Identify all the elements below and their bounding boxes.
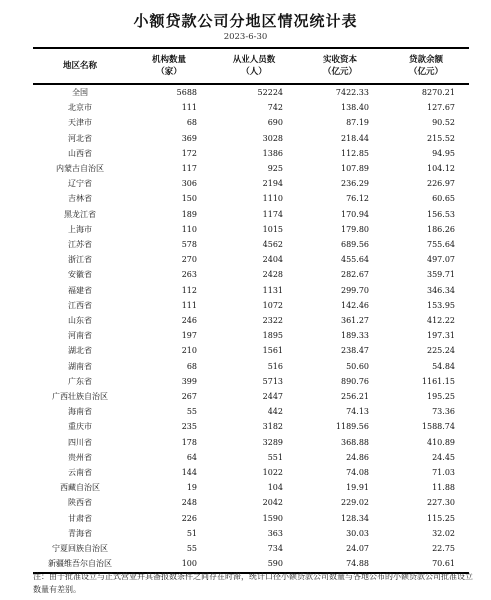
table-row (33, 526, 469, 541)
employees-cell: 590 (211, 556, 297, 572)
header-employees-label: 从业人员数 (232, 55, 276, 65)
table-row (33, 252, 469, 267)
region-cell: 福建省 (68, 285, 92, 295)
capital-cell: 282.67 (341, 270, 369, 280)
table-row (33, 161, 469, 176)
employees-cell: 690 (267, 118, 283, 128)
region-cell: 北京市 (68, 103, 92, 113)
balance-cell: 54.84 (432, 361, 455, 371)
capital-cell: 361.27 (341, 316, 369, 326)
table-row (33, 465, 469, 480)
capital-cell: 19.91 (346, 483, 369, 493)
header-capital-unit: （亿元） (322, 67, 357, 77)
balance-cell: 197.31 (427, 331, 455, 341)
institutions-cell: 246 (181, 316, 197, 326)
table-row (33, 435, 469, 450)
institutions-cell: 100 (127, 556, 211, 572)
header-paid-in-capital (297, 48, 383, 84)
capital-cell: 238.47 (341, 346, 369, 356)
employees-cell: 442 (267, 407, 283, 417)
capital-cell: 218.44 (341, 133, 369, 143)
capital-cell: 107.89 (341, 164, 369, 174)
table-body (33, 84, 469, 573)
table-row (33, 131, 469, 146)
capital-cell: 30.03 (346, 528, 369, 538)
balance-cell: 215.52 (427, 133, 455, 143)
table-row (33, 267, 469, 282)
institutions-cell: 369 (181, 133, 197, 143)
capital-cell: 87.19 (346, 118, 369, 128)
region-cell: 海南省 (68, 407, 92, 417)
institutions-cell: 51 (186, 528, 197, 538)
table-row (33, 237, 469, 252)
employees-cell: 734 (267, 544, 283, 554)
capital-cell: 142.46 (341, 300, 369, 310)
table-row (33, 222, 469, 237)
table-row (33, 419, 469, 434)
employees-cell: 2042 (262, 498, 283, 508)
institutions-cell: 150 (181, 194, 197, 204)
employees-cell: 1072 (262, 300, 283, 310)
region-cell: 河南省 (68, 331, 92, 341)
table-row (33, 84, 469, 100)
balance-cell: 186.26 (427, 224, 455, 234)
institutions-cell: 263 (181, 270, 197, 280)
institutions-cell: 111 (181, 300, 197, 310)
header-region (33, 48, 127, 84)
employees-cell: 5713 (262, 376, 283, 386)
capital-cell: 74.88 (297, 556, 383, 572)
institutions-cell: 578 (181, 240, 197, 250)
capital-cell: 256.21 (341, 392, 369, 402)
employees-cell: 2194 (262, 179, 283, 189)
institutions-cell: 144 (181, 468, 197, 478)
capital-cell: 229.02 (341, 498, 369, 508)
region-cell: 陕西省 (68, 498, 92, 508)
balance-cell: 1588.74 (421, 422, 455, 432)
capital-cell: 50.60 (346, 361, 369, 371)
balance-cell: 226.97 (427, 179, 455, 189)
table-row (33, 191, 469, 206)
region-cell: 山西省 (68, 148, 92, 158)
capital-cell: 112.85 (341, 148, 369, 158)
institutions-cell: 19 (186, 483, 197, 493)
region-cell: 宁夏回族自治区 (52, 544, 108, 554)
balance-cell: 195.25 (427, 392, 455, 402)
capital-cell: 189.33 (341, 331, 369, 341)
capital-cell: 74.08 (346, 468, 369, 478)
balance-cell: 410.89 (427, 437, 455, 447)
balance-cell: 497.07 (427, 255, 455, 265)
region-cell: 浙江省 (68, 255, 92, 265)
employees-cell: 1386 (262, 148, 283, 158)
region-cell: 安徽省 (68, 270, 92, 280)
balance-cell: 346.34 (427, 285, 455, 295)
institutions-cell: 55 (186, 544, 197, 554)
table-row (33, 283, 469, 298)
institutions-cell: 235 (181, 422, 197, 432)
institutions-cell: 68 (186, 118, 197, 128)
employees-cell: 1561 (262, 346, 283, 356)
capital-cell: 890.76 (341, 376, 369, 386)
capital-cell: 76.12 (346, 194, 369, 204)
region-cell: 河北省 (68, 133, 92, 143)
header-institutions-unit: （家） (156, 67, 182, 77)
table-row (33, 298, 469, 313)
institutions-cell: 267 (181, 392, 197, 402)
table-row (33, 389, 469, 404)
header-region-label: 地区名称 (62, 61, 97, 71)
employees-cell: 3028 (262, 133, 283, 143)
region-cell: 甘肃省 (68, 513, 92, 523)
footnote: 注：由于批准设立与正式营业并具备报数条件之间存在时滞，统计口径小额贷款公司数量与各地公布的小额贷款公司批准设立数量有差别。 (33, 572, 473, 594)
institutions-cell: 117 (181, 164, 197, 174)
table-row (33, 313, 469, 328)
balance-cell: 32.02 (432, 528, 455, 538)
header-employees-unit: （人） (241, 67, 267, 77)
region-cell: 广西壮族自治区 (52, 392, 108, 402)
balance-cell: 153.95 (427, 300, 455, 310)
balance-cell: 70.61 (383, 556, 469, 572)
balance-cell: 60.65 (432, 194, 455, 204)
institutions-cell: 270 (181, 255, 197, 265)
balance-cell: 71.03 (432, 468, 455, 478)
institutions-cell: 5688 (176, 88, 197, 97)
region-cell: 内蒙古自治区 (56, 164, 104, 174)
employees-cell: 925 (267, 164, 283, 174)
region-cell: 广东省 (68, 376, 92, 386)
employees-cell: 104 (267, 483, 283, 493)
institutions-cell: 110 (181, 224, 197, 234)
institutions-cell: 226 (181, 513, 197, 523)
institutions-cell: 172 (181, 148, 197, 158)
region-cell: 全国 (72, 88, 88, 97)
balance-cell: 115.25 (427, 513, 455, 523)
region-cell: 辽宁省 (68, 179, 92, 189)
balance-cell: 127.67 (427, 103, 455, 113)
employees-cell: 1895 (262, 331, 283, 341)
capital-cell: 299.70 (341, 285, 369, 295)
employees-cell: 2322 (262, 316, 283, 326)
capital-cell: 74.13 (346, 407, 369, 417)
capital-cell: 7422.33 (335, 88, 369, 97)
table-row (33, 207, 469, 222)
balance-cell: 104.12 (427, 164, 455, 174)
table-row (33, 404, 469, 419)
balance-cell: 24.45 (432, 452, 455, 462)
balance-cell: 227.30 (427, 498, 455, 508)
balance-cell: 1161.15 (421, 376, 455, 386)
table-row (33, 495, 469, 510)
employees-cell: 3182 (262, 422, 283, 432)
employees-cell: 363 (267, 528, 283, 538)
capital-cell: 689.56 (341, 240, 369, 250)
report-date: 2023-6-30 (223, 32, 268, 42)
institutions-cell: 55 (186, 407, 197, 417)
employees-cell: 1022 (262, 468, 283, 478)
region-cell: 天津市 (68, 118, 92, 128)
institutions-cell: 210 (181, 346, 197, 356)
header-capital-label: 实收资本 (322, 55, 357, 65)
institutions-cell: 112 (181, 285, 197, 295)
institutions-cell: 178 (181, 437, 197, 447)
employees-cell: 2404 (262, 255, 283, 265)
capital-cell: 1189.56 (335, 422, 369, 432)
employees-cell: 2447 (262, 392, 283, 402)
institutions-cell: 399 (181, 376, 197, 386)
region-cell: 贵州省 (68, 452, 92, 462)
header-loan-balance (383, 48, 469, 84)
balance-cell: 11.88 (432, 483, 455, 493)
balance-cell: 8270.21 (421, 88, 455, 97)
employees-cell: 551 (267, 452, 283, 462)
employees-cell: 1131 (262, 285, 283, 295)
employees-cell: 742 (267, 103, 283, 113)
capital-cell: 170.94 (341, 209, 369, 219)
region-cell: 上海市 (68, 224, 92, 234)
capital-cell: 179.80 (341, 224, 369, 234)
region-cell: 四川省 (68, 437, 92, 447)
table-row (33, 511, 469, 526)
institutions-cell: 68 (186, 361, 197, 371)
balance-cell: 156.53 (427, 209, 455, 219)
table-row (33, 100, 469, 115)
capital-cell: 455.64 (341, 255, 369, 265)
capital-cell: 24.07 (346, 544, 369, 554)
balance-cell: 94.95 (432, 148, 455, 158)
balance-cell: 412.22 (427, 316, 455, 326)
table-row (33, 359, 469, 374)
table-row (33, 176, 469, 191)
header-institutions-label: 机构数量 (151, 55, 186, 65)
header-institutions (127, 48, 211, 84)
header-balance-label: 贷款余额 (408, 55, 443, 65)
institutions-cell: 64 (186, 452, 197, 462)
region-cell: 吉林省 (68, 194, 92, 204)
region-cell: 重庆市 (68, 422, 92, 432)
employees-cell: 4562 (262, 240, 283, 250)
table-row (33, 480, 469, 495)
balance-cell: 225.24 (427, 346, 455, 356)
region-cell: 湖北省 (68, 346, 92, 356)
employees-cell: 1590 (262, 513, 283, 523)
region-cell: 西藏自治区 (60, 483, 100, 493)
balance-cell: 90.52 (432, 118, 455, 128)
balance-cell: 22.75 (432, 544, 455, 554)
employees-cell: 2428 (262, 270, 283, 280)
statistics-table (33, 47, 469, 574)
page-title: 小额贷款公司分地区情况统计表 (133, 12, 358, 30)
capital-cell: 368.88 (341, 437, 369, 447)
region-cell: 青海省 (68, 528, 92, 538)
table-row (33, 146, 469, 161)
region-cell: 黑龙江省 (64, 209, 96, 219)
balance-cell: 755.64 (427, 240, 455, 250)
institutions-cell: 111 (181, 103, 197, 113)
table-row (33, 343, 469, 358)
region-cell: 江苏省 (68, 240, 92, 250)
region-cell: 山东省 (68, 316, 92, 326)
header-balance-unit: （亿元） (408, 67, 443, 77)
institutions-cell: 197 (181, 331, 197, 341)
region-cell: 新疆维吾尔自治区 (33, 556, 127, 572)
balance-cell: 359.71 (427, 270, 455, 280)
header-employees (211, 48, 297, 84)
capital-cell: 236.29 (341, 179, 369, 189)
employees-cell: 1015 (262, 224, 283, 234)
institutions-cell: 189 (181, 209, 197, 219)
table-row (33, 541, 469, 556)
table-row (33, 374, 469, 389)
table-row (33, 450, 469, 465)
table-header-row (33, 48, 469, 84)
region-cell: 湖南省 (68, 361, 92, 371)
employees-cell: 1110 (262, 194, 283, 204)
employees-cell: 3289 (262, 437, 283, 447)
institutions-cell: 248 (181, 498, 197, 508)
balance-cell: 73.36 (432, 407, 455, 417)
institutions-cell: 306 (181, 179, 197, 189)
region-cell: 云南省 (68, 468, 92, 478)
table-row (33, 328, 469, 343)
capital-cell: 24.86 (346, 452, 369, 462)
region-cell: 江西省 (68, 300, 92, 310)
table-row (33, 115, 469, 130)
capital-cell: 138.40 (341, 103, 369, 113)
capital-cell: 128.34 (341, 513, 369, 523)
employees-cell: 52224 (257, 88, 283, 97)
employees-cell: 516 (267, 361, 283, 371)
employees-cell: 1174 (262, 209, 283, 219)
